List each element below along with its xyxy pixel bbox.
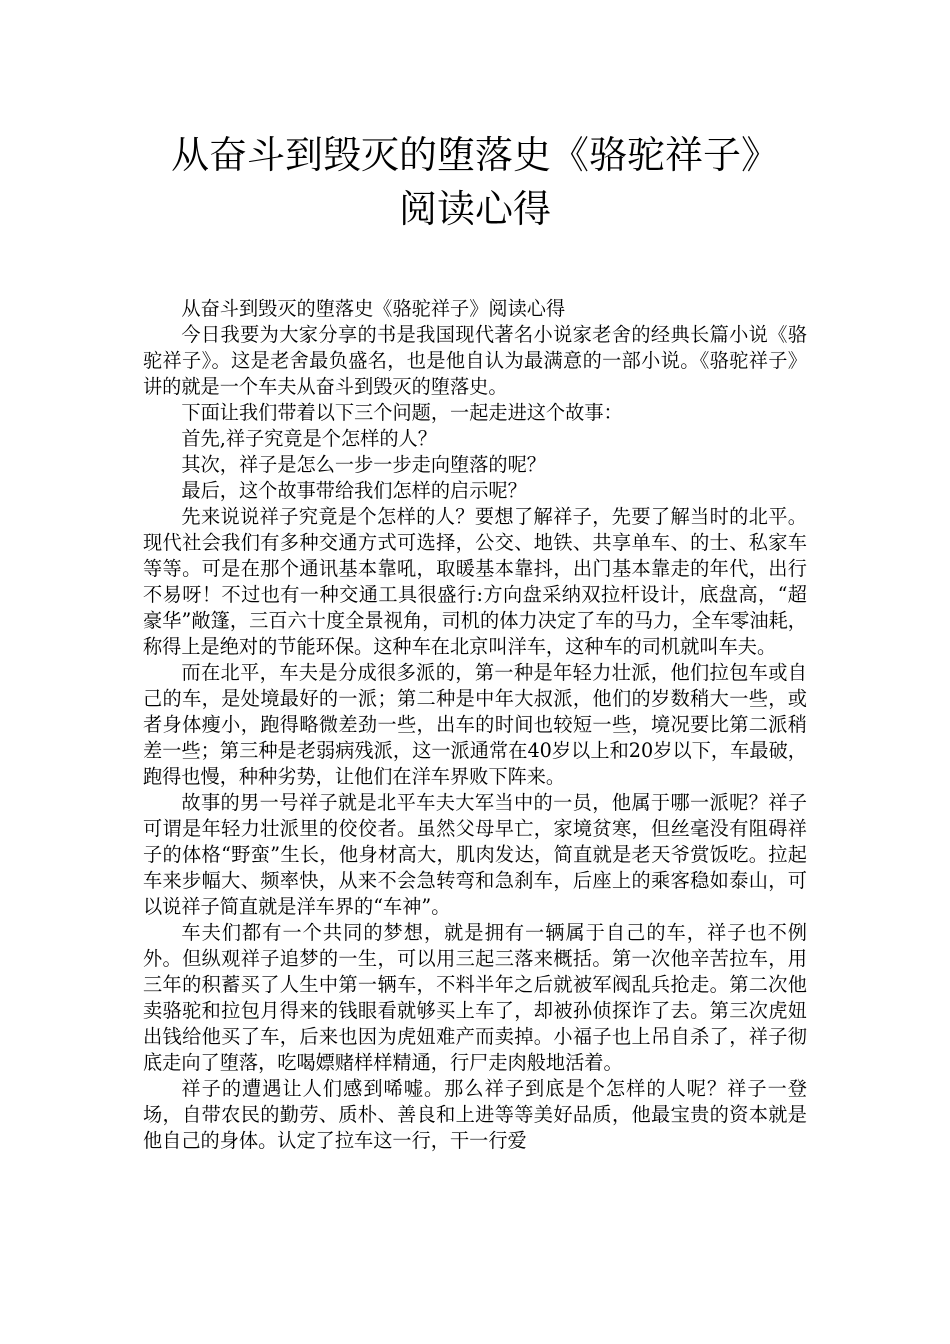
paragraph: 车夫们都有一个共同的梦想，就是拥有一辆属于自己的车，祥子也不例外。但纵观祥子追梦的一生，可以用三起三落来概括。第一次他辛苦拉车，用三年的积蓄买了人生中第一辆车，不料半年之后就被军阀乱兵抢走。第二次他卖骆驼和拉包月得来的钱眼看就够买上车了，却被孙侦探诈了去。第三次虎妞出钱给他买了车，后来也因为虎妞难产而卖掉。小福子也上吊自杀了，祥子彻底走向了堕落，吃喝嫖赌样样精通，行尸走肉般地活着。 <box>143 921 807 1074</box>
title-line-2: 阅读心得 <box>398 187 551 231</box>
paragraph: 先来说说祥子究竟是个怎样的人？要想了解祥子，先要了解当时的北平。现代社会我们有多种交通方式可选择，公交、地铁、共享单车、的士、私家车等等。可是在那个通讯基本靠吼，取暖基本靠抖，出门基本靠走的年代，出行不易呀！不过也有一种交通工具很盛行:方向盘采纳双拉杆设计，底盘高，“超豪华”敞篷，三百六十度全景视角，司机的体力决定了车的马力，全车零油耗，称得上是绝对的节能环保。这种车在北京叫洋车，这种车的司机就叫车夫。 <box>143 505 807 658</box>
question-line: 首先,祥子究竟是个怎样的人？ <box>181 427 437 450</box>
paragraph: 故事的男一号祥子就是北平车夫大军当中的一员，他属于哪一派呢？祥子可谓是年轻力壮派里的佼佼者。虽然父母早亡，家境贫寒，但丝毫没有阻碍祥子的体格“野蛮”生长，他身材高大，肌肉发达，简直就是老天爷赏饭吃。拉起车来步幅大、频率快，从来不会急转弯和急刹车，后座上的乘客稳如泰山，可以说祥子简直就是洋车界的“车神”。 <box>143 791 807 918</box>
question-line: 其次，祥子是怎么一步一步走向堕落的呢？ <box>181 453 546 476</box>
paragraph: 今日我要为大家分享的书是我国现代著名小说家老舍的经典长篇小说《骆驼祥子》。这是老舍最负盛名，也是他自认为最满意的一部小说。《骆驼祥子》讲的就是一个车夫从奋斗到毁灭的堕落史。 <box>143 323 807 398</box>
paragraph: 下面让我们带着以下三个问题，一起走进这个故事： <box>181 401 623 424</box>
paragraph-subtitle: 从奋斗到毁灭的堕落史《骆驼祥子》阅读心得 <box>181 297 566 320</box>
document-title <box>120 128 830 236</box>
paragraph: 而在北平，车夫是分成很多派的，第一种是年轻力壮派，他们拉包车或自己的车，是处境最好的一派；第二种是中年大叔派，他们的岁数稍大一些，或者身体瘦小，跑得略微差劲一些，出车的时间也较短一些，境况要比第二派稍差一些；第三种是老弱病残派，这一派通常在40岁以上和20岁以下，车最破，跑得也慢，种种劣势，让他们在洋车界败下阵来。 <box>143 661 807 788</box>
title-line-1: 从奋斗到毁灭的堕落史《骆驼祥子》 <box>170 133 779 177</box>
paragraph: 祥子的遭遇让人们感到唏嘘。那么祥子到底是个怎样的人呢？祥子一登场，自带农民的勤劳、质朴、善良和上进等等美好品质，他最宝贵的资本就是他自己的身体。认定了拉车这一行，干一行爱 <box>143 1077 807 1152</box>
document-body <box>143 296 807 1154</box>
question-line: 最后，这个故事带给我们怎样的启示呢？ <box>181 479 527 502</box>
